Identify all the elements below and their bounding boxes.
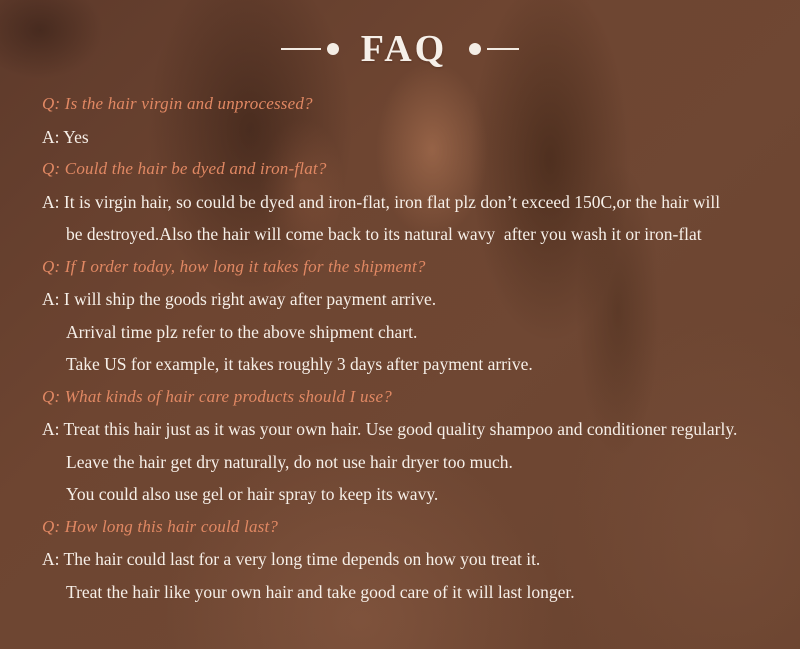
faq-answer-line: A: It is virgin hair, so could be dyed and iron-flat, iron flat plz don’t exceed 150C,or the hair will	[42, 191, 721, 212]
faq-answer-line: A: The hair could last for a very long time depends on how you treat it.	[42, 549, 541, 569]
faq-answer-line: Take US for example, it takes roughly 3 days after payment arrive.	[66, 354, 533, 374]
faq-question: Q: If I order today, how long it takes for the shipment?	[42, 256, 426, 276]
title-rule-left	[281, 48, 321, 50]
faq-question: Q: Could the hair be dyed and iron-flat?	[42, 159, 327, 178]
title-rule-right	[487, 48, 519, 50]
faq-header	[0, 26, 800, 72]
title-dot-right	[469, 43, 481, 55]
faq-answer-line: A: Treat this hair just as it was your own hair. Use good quality shampoo and conditioner regularly.	[42, 419, 738, 439]
title-dot-left	[327, 43, 339, 55]
page-title: FAQ	[360, 28, 448, 70]
faq-answer-line: You could also use gel or hair spray to keep its wavy.	[66, 484, 439, 504]
faq-answer-line: Treat the hair like your own hair and take good care of it will last longer.	[66, 581, 575, 602]
faq-answer-line: A: Yes	[42, 126, 89, 147]
faq-question: Q: What kinds of hair care products should I use?	[42, 386, 392, 406]
faq-question: Q: How long this hair could last?	[42, 516, 279, 536]
faq-answer-line: be destroyed.Also the hair will come back to its natural wavy after you wash it or iron-flat	[66, 224, 702, 244]
faq-answer-line: Arrival time plz refer to the above shipment chart.	[66, 321, 418, 342]
faq-answer-line: Leave the hair get dry naturally, do not use hair dryer too much.	[66, 451, 513, 472]
faq-question: Q: Is the hair virgin and unprocessed?	[42, 94, 313, 113]
faq-list	[0, 88, 800, 608]
faq-answer-line: A: I will ship the goods right away after payment arrive.	[42, 289, 437, 309]
